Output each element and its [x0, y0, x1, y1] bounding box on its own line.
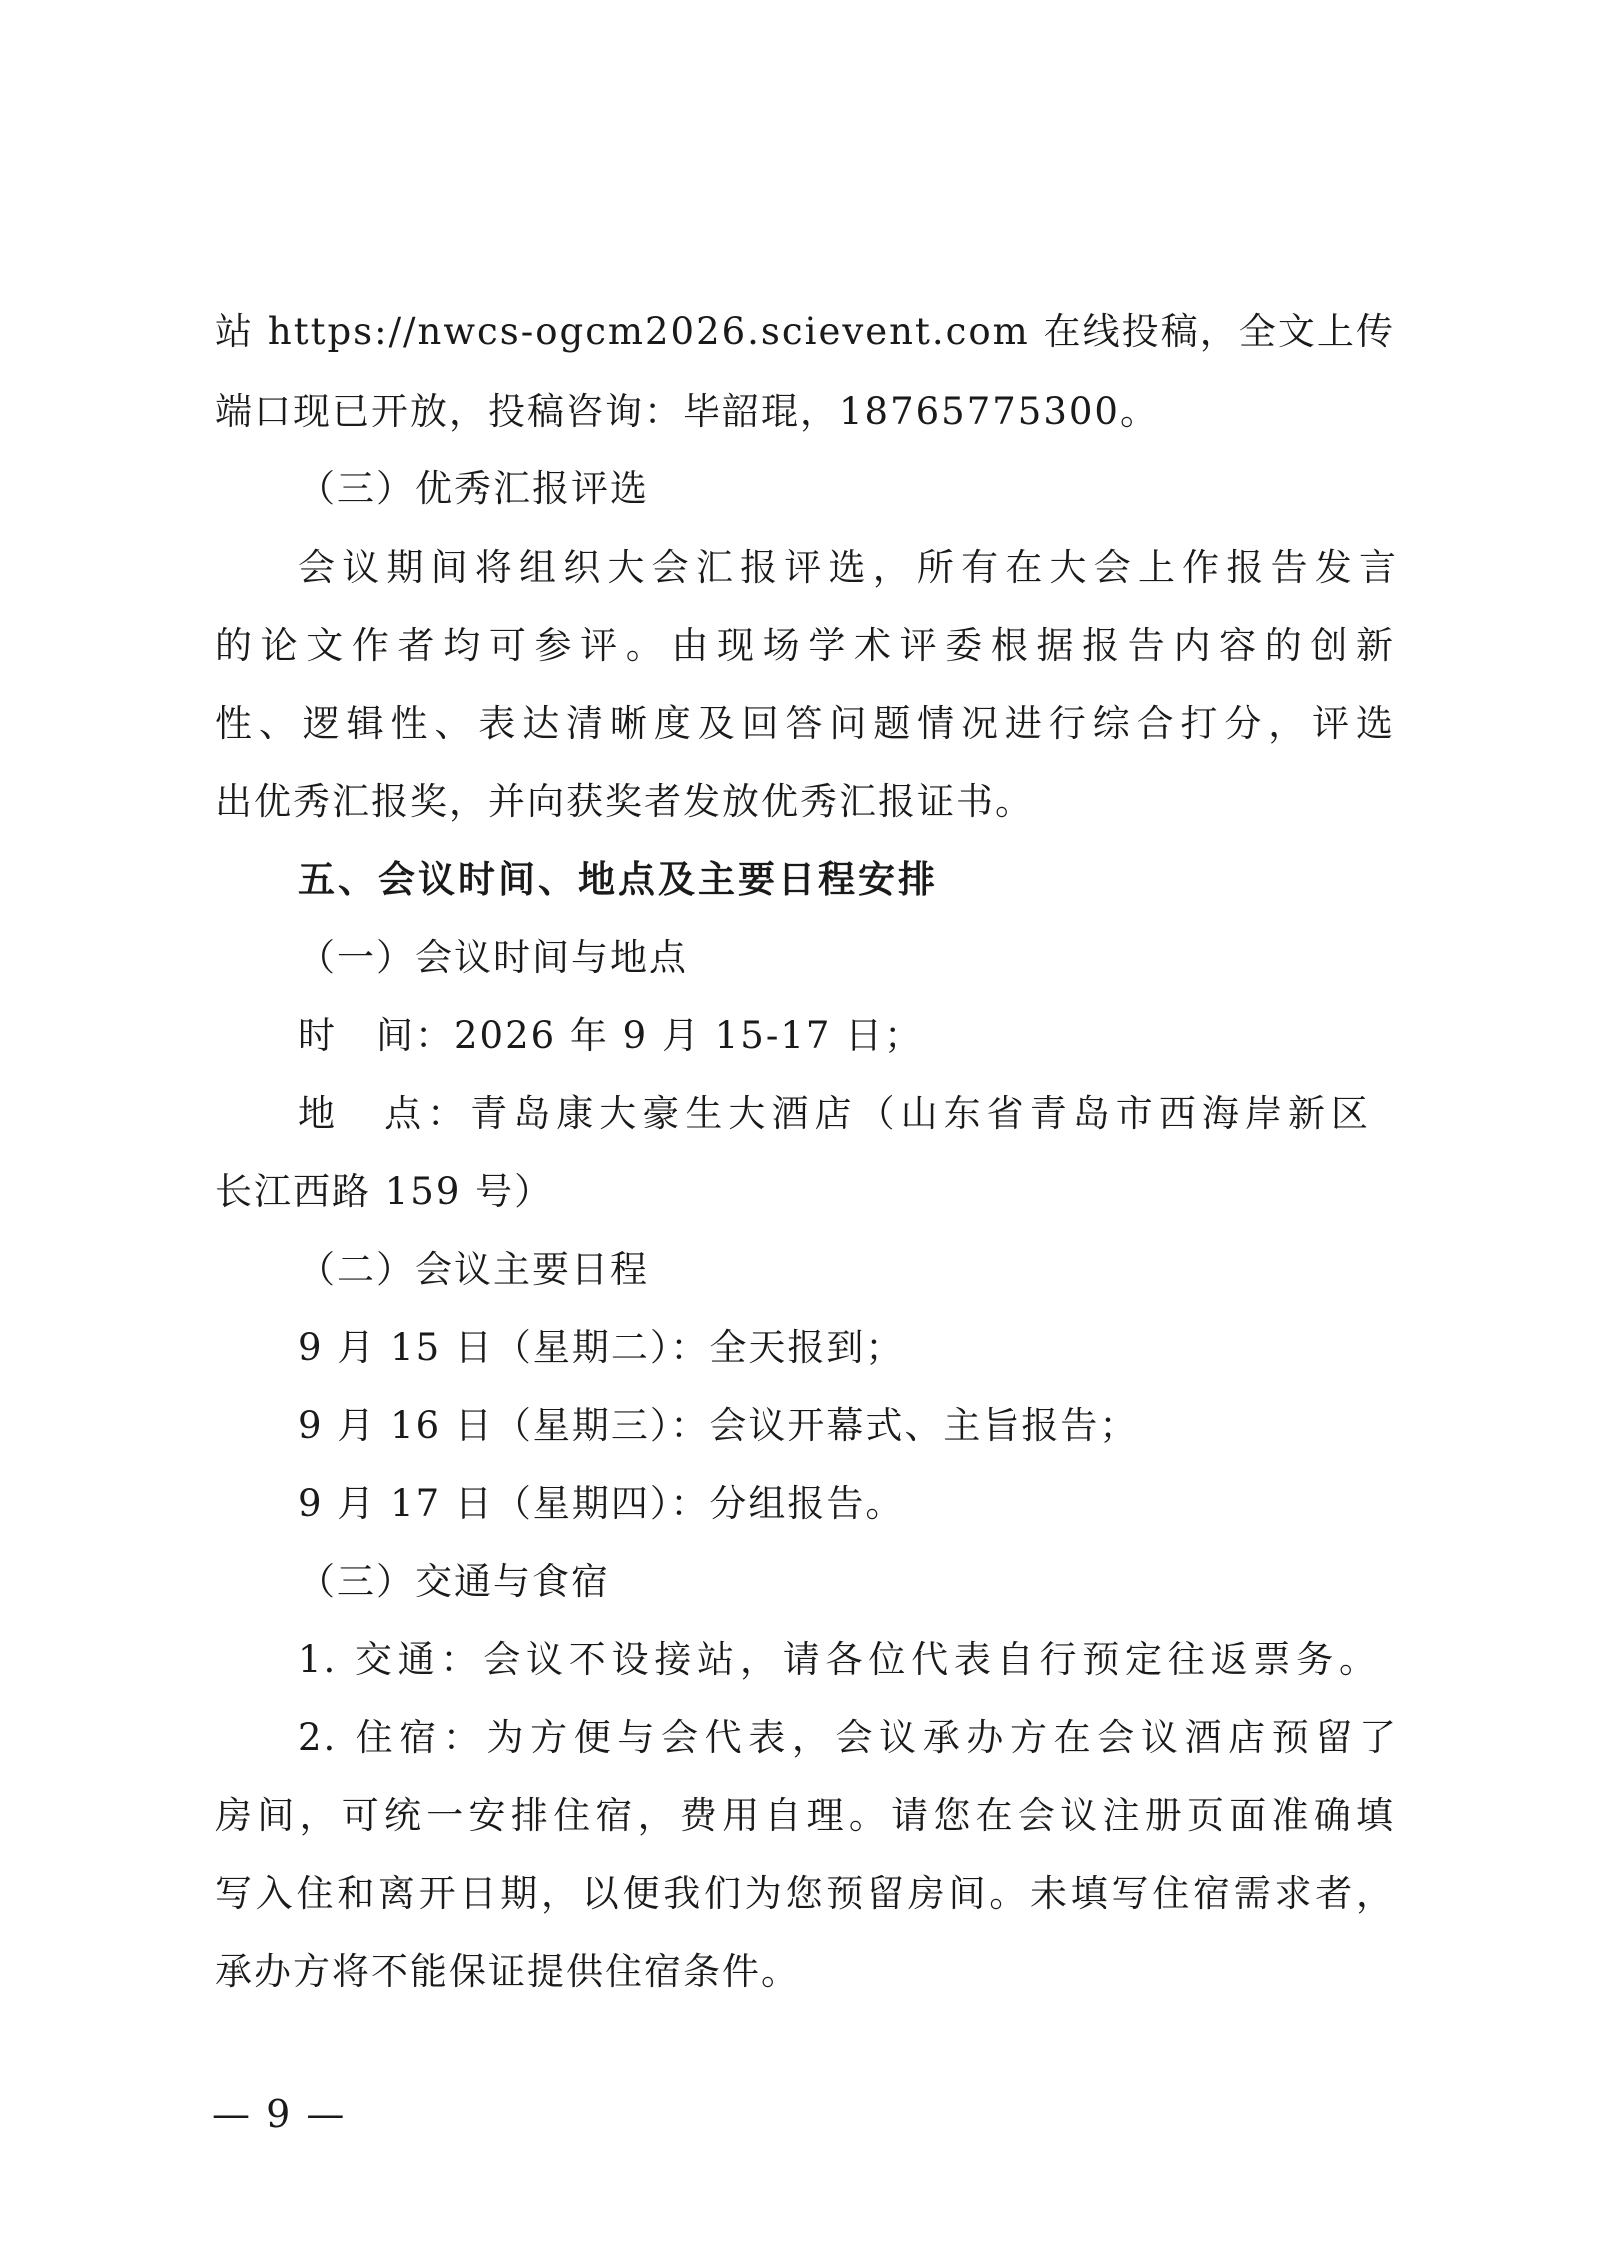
- subheading-excellent-report: （三）优秀汇报评选: [298, 467, 649, 510]
- text-line: 出优秀汇报奖，并向获奖者发放优秀汇报证书。: [215, 780, 1034, 823]
- text-line: 承办方将不能保证提供住宿条件。: [215, 1950, 800, 1993]
- lodging-info: 2. 住宿：为方便与会代表，会议承办方在会议酒店预留了: [298, 1716, 1398, 1759]
- section-heading: 五、会议时间、地点及主要日程安排: [298, 858, 938, 901]
- text-line-website: 站 https://nwcs-ogcm2026.scievent.com 在线投稿，全文上传: [215, 310, 1395, 353]
- text-line: 性、逻辑性、表达清晰度及回答问题情况进行综合打分，评选: [215, 702, 1395, 745]
- transport-info: 1. 交通：会议不设接站，请各位代表自行预定往返票务。: [298, 1638, 1378, 1681]
- meeting-address: 长江西路 159 号）: [215, 1170, 554, 1213]
- schedule-item: 9 月 16 日（星期三）：会议开幕式、主旨报告；: [298, 1404, 1139, 1447]
- text-line: 房间，可统一安排住宿，费用自理。请您在会议注册页面准确填: [215, 1794, 1395, 1837]
- text-line: 的论文作者均可参评。由现场学术评委根据报告内容的创新: [215, 624, 1395, 667]
- page-number: — 9 —: [212, 2092, 347, 2136]
- schedule-item: 9 月 17 日（星期四）：分组报告。: [298, 1482, 905, 1525]
- meeting-time: 时 间：2026 年 9 月 15-17 日；: [298, 1014, 924, 1057]
- text-line: 会议期间将组织大会汇报评选，所有在大会上作报告发言: [298, 546, 1398, 589]
- text-line: 写入住和离开日期，以便我们为您预留房间。未填写住宿需求者，: [215, 1872, 1395, 1915]
- text-line-contact: 端口现已开放，投稿咨询：毕韶琨，18765775300。: [215, 390, 1159, 433]
- schedule-item: 9 月 15 日（星期二）：全天报到；: [298, 1326, 905, 1369]
- subheading-schedule: （二）会议主要日程: [298, 1248, 649, 1291]
- subheading-transport-lodging: （三）交通与食宿: [298, 1560, 610, 1603]
- subheading-time-location: （一）会议时间与地点: [298, 936, 688, 979]
- meeting-location: 地 点：青岛康大豪生大酒店（山东省青岛市西海岸新区: [298, 1092, 1370, 1135]
